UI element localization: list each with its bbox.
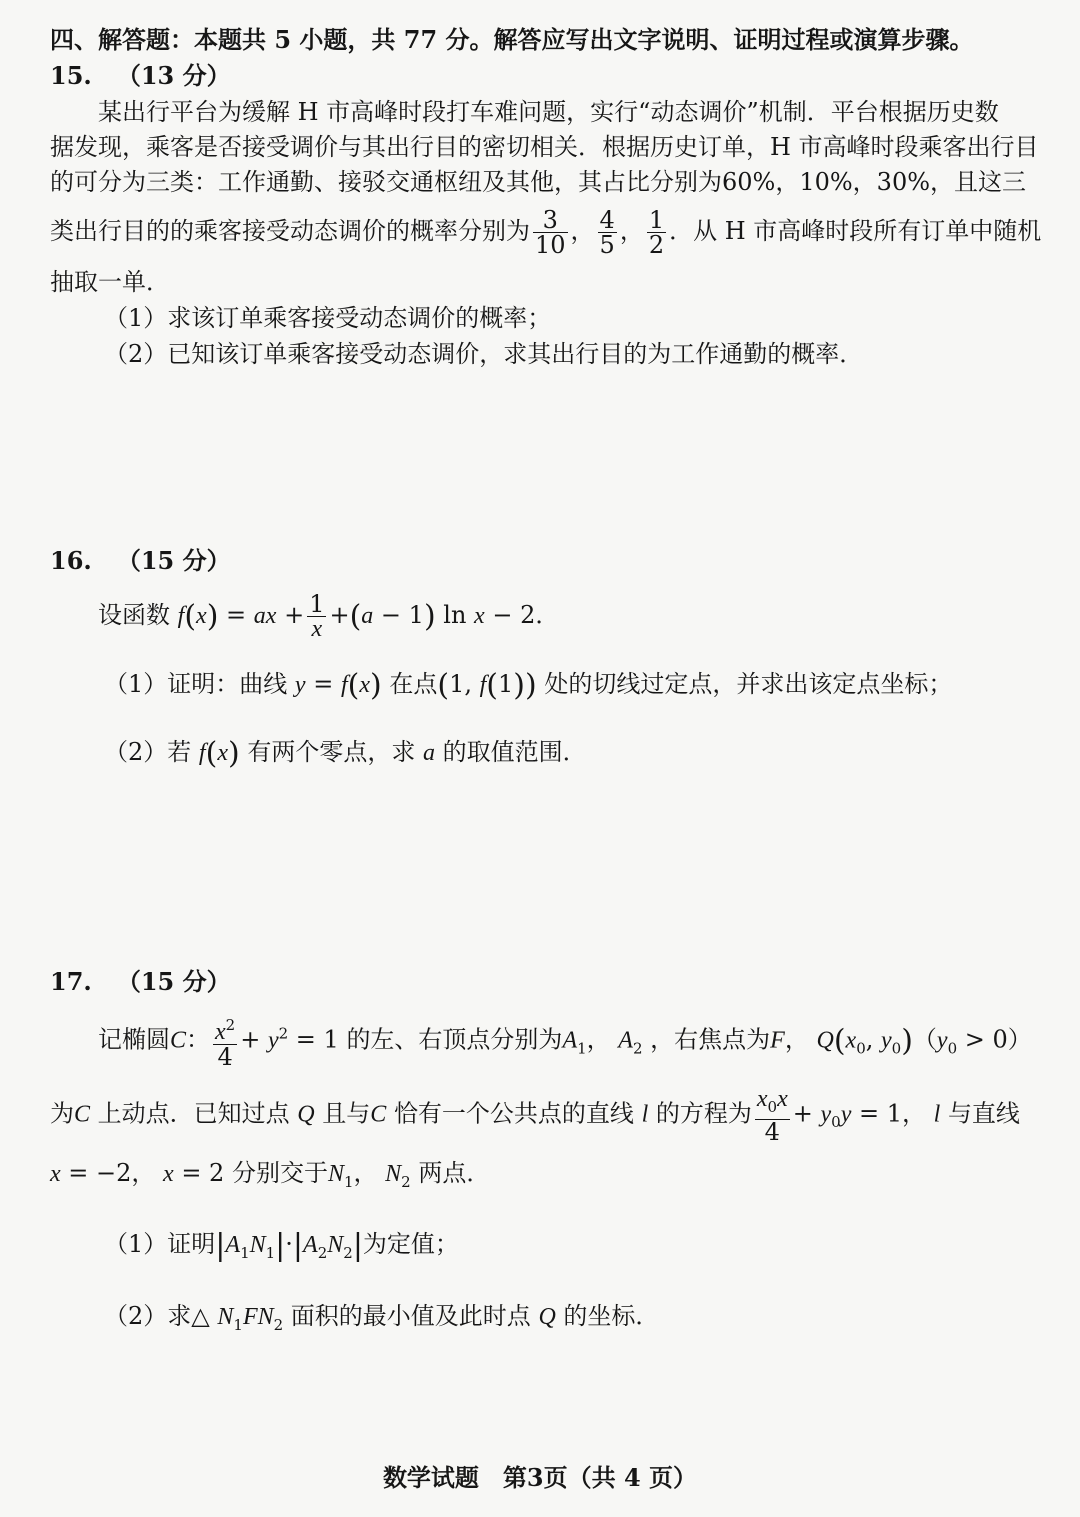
fraction-x2-over-4: $\frac{x^2}{4}$ [213,1013,237,1069]
fraction-x0x-over-4: $\frac{x_0x}{4}$ [756,1086,788,1146]
q17-number: 17. [50,967,92,996]
q15-para-line-2: 据发现，乘客是否接受调价与其出行目的密切相关．根据历史订单，H 市高峰时段乘客出行目 [50,133,1039,161]
q16-sub-1: （1）证明：曲线 y = f(x) 在点(1, f(1)) 处的切线过定点，并求出该定点坐标； [104,668,953,703]
q17-line-3: x = −2， x = 2 分别交于$N_1$， $N_2$ 两点． [50,1159,491,1191]
q15-score: （13 分） [116,61,231,90]
q16-function-def: 设函数 f(x) = ax + $\frac{1}{x}$ +(a − 1) ln x − 2． [98,590,560,642]
q15-number: 15. [50,61,92,90]
fraction-1-over-x: $\frac{1}{x}$ [309,590,325,642]
q17-heading [50,966,231,998]
q15-para-line-4: 类出行目的的乘客接受动态调价的概率分别为 $\frac{3}{10}$ ， $\frac{4}{5}$ ， $\frac{1}{2}$ ．从 H 市高峰时段所有订单中随机 [50,206,1042,259]
q15-sub-2: （2）已知该订单乘客接受动态调价，求其出行目的为工作通勤的概率． [104,340,864,368]
q17-line-1: 记椭圆C： $\frac{x^2}{4}$ + $y^2 = 1$ 的左、右顶点分别为$A_1$， $A_2$ ，右焦点为F， $Q(x_0$, $y_0)(y_0 > 0)$ [98,1013,1032,1069]
q15-para-line-3: 的可分为三类：工作通勤、接驳交通枢纽及其他，其占比分别为60%，10%，30%，且这三 [50,168,1027,196]
q15-sub-1: （1）求该订单乘客接受动态调价的概率； [104,304,552,332]
q16-number: 16. [50,546,92,575]
q15-para-line-5: 抽取一单． [50,268,170,296]
fraction-4-5: $\frac{4}{5}$ [599,206,615,259]
fraction-3-10: $\frac{3}{10}$ [535,206,566,259]
section-header: 四、解答题：本题共 5 小题，共 77 分。解答应写出文字说明、证明过程或演算步骤。 [50,25,974,54]
q16-sub-2: （2）若 f(x) 有两个零点，求 a 的取值范围． [104,736,587,771]
q15-line4-pre: 类出行目的的乘客接受动态调价的概率分别为 [50,217,530,245]
q15-para-line-1: 某出行平台为缓解 H 市高峰时段打车难问题，实行“动态调价”机制．平台根据历史数 [98,98,999,126]
q16-heading [50,545,231,577]
q15-line4-post: ．从 H 市高峰时段所有订单中随机 [669,217,1042,245]
q17-sub-1: （1）证明$|A_1N_1|\cdot|A_2N_2|$为定值； [104,1228,459,1263]
q17-line-2: 为C 上动点．已知过点 Q 且与C 恰有一个公共点的直线 l 的方程为 $\frac{x_0x}{4}$ + $y_0y = 1$， l 与直线 [50,1086,1020,1146]
fraction-1-2: $\frac{1}{2}$ [648,206,665,259]
q17-sub-2: （2）求△ $N_1FN_2$ 面积的最小值及此时点 Q 的坐标． [104,1302,660,1334]
q16-score: （15 分） [116,546,231,575]
q17-score: （15 分） [116,967,231,996]
page-footer: 数学试题 第3页（共 4 页） [382,1463,698,1492]
q15-heading [50,60,231,92]
